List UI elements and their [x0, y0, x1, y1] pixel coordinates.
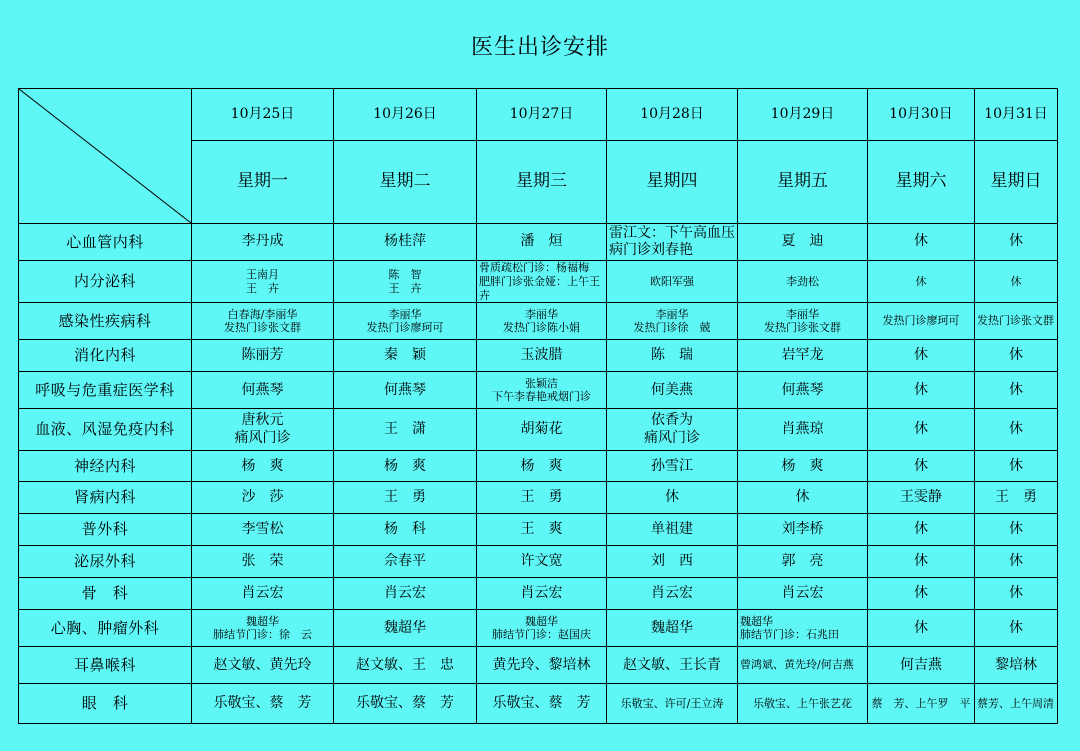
schedule-row — [19, 451, 1058, 482]
doctor-line: 肺结节门诊：赵国庆 — [492, 628, 591, 642]
doctor-line: 发热门诊张文群 — [764, 321, 841, 335]
doctor-line: 魏超华 — [246, 614, 279, 628]
date-header-row — [19, 89, 1058, 141]
doctor-cell: 肖云宏 — [477, 578, 607, 610]
doctor-line: 张颖洁 — [525, 376, 558, 390]
doctor-cell: 蔡 芳、上午罗 平 — [868, 684, 975, 724]
diagonal-line — [19, 89, 191, 223]
doctor-cell: 休 — [868, 451, 975, 482]
doctor-cell: 杨 爽 — [477, 451, 607, 482]
department-cell: 骨 科 — [19, 578, 192, 610]
doctor-cell: 佘春平 — [334, 546, 477, 578]
doctor-cell — [738, 610, 868, 647]
weekday-header-cell: 星期六 — [868, 141, 975, 224]
doctor-cell: 休 — [975, 578, 1058, 610]
doctor-line: 李丽华 — [525, 307, 558, 321]
doctor-cell — [477, 610, 607, 647]
doctor-cell — [192, 303, 334, 340]
doctor-cell: 李雪松 — [192, 514, 334, 546]
doctor-cell: 孙雪江 — [607, 451, 738, 482]
doctor-cell: 休 — [975, 451, 1058, 482]
doctor-cell: 休 — [607, 482, 738, 514]
doctor-cell: 骨质疏松门诊：杨福梅 肥胖门诊张金娅：上午王卉 — [477, 261, 607, 303]
doctor-line: 依香为 — [651, 412, 693, 429]
doctor-cell: 陈丽芳 — [192, 340, 334, 372]
doctor-cell: 休 — [868, 514, 975, 546]
doctor-cell: 单祖建 — [607, 514, 738, 546]
doctor-cell — [192, 261, 334, 303]
page-title: 医生出诊安排 — [470, 35, 609, 60]
doctor-cell: 雷江文：下午高血压病门诊刘春艳 — [607, 224, 738, 261]
weekday-header-cell: 星期二 — [334, 141, 477, 224]
doctor-cell: 欧阳军强 — [607, 261, 738, 303]
doctor-cell: 岩罕龙 — [738, 340, 868, 372]
doctor-cell: 何燕琴 — [334, 372, 477, 409]
doctor-cell: 王 潇 — [334, 409, 477, 451]
department-cell: 神经内科 — [19, 451, 192, 482]
schedule-row — [19, 514, 1058, 546]
doctor-line: 发热门诊廖珂可 — [366, 321, 444, 335]
department-cell: 普外科 — [19, 514, 192, 546]
doctor-line: 魏超华 — [740, 614, 773, 628]
doctor-cell: 肖云宏 — [738, 578, 868, 610]
doctor-line: 发热门诊张文群 — [224, 321, 301, 335]
doctor-cell: 魏超华 — [607, 610, 738, 647]
doctor-cell: 刘李桥 — [738, 514, 868, 546]
doctor-cell: 曾鸿斌、黄先玲/何吉燕 — [738, 647, 868, 684]
doctor-cell: 休 — [868, 578, 975, 610]
schedule-row — [19, 261, 1058, 303]
doctor-cell: 杨 爽 — [738, 451, 868, 482]
doctor-cell: 何美燕 — [607, 372, 738, 409]
weekday-header-cell: 星期四 — [607, 141, 738, 224]
doctor-cell — [192, 610, 334, 647]
department-cell: 感染性疾病科 — [19, 303, 192, 340]
doctor-cell: 发热门诊廖珂可 — [868, 303, 975, 340]
schedule-table — [18, 88, 1058, 724]
doctor-cell: 夏 迪 — [738, 224, 868, 261]
schedule-row — [19, 610, 1058, 647]
doctor-cell: 秦 颖 — [334, 340, 477, 372]
schedule-row — [19, 546, 1058, 578]
doctor-cell: 赵文敏、王 忠 — [334, 647, 477, 684]
doctor-cell — [334, 303, 477, 340]
doctor-cell: 张 荣 — [192, 546, 334, 578]
schedule-row — [19, 340, 1058, 372]
doctor-cell: 发热门诊张文群 — [975, 303, 1058, 340]
weekday-header-cell: 星期日 — [975, 141, 1058, 224]
schedule-row — [19, 482, 1058, 514]
doctor-cell: 休 — [868, 224, 975, 261]
doctor-line: 王 卉 — [388, 281, 422, 295]
doctor-line: 王 卉 — [246, 281, 279, 295]
date-header-cell: 10月29日 — [738, 89, 868, 141]
doctor-line: 陈 智 — [388, 267, 422, 281]
doctor-cell: 乐敬宝、上午张艺花 — [738, 684, 868, 724]
doctor-cell: 赵文敏、王长青 — [607, 647, 738, 684]
doctor-cell — [607, 303, 738, 340]
doctor-cell: 黎培林 — [975, 647, 1058, 684]
schedule-row — [19, 647, 1058, 684]
doctor-cell: 休 — [868, 610, 975, 647]
department-cell: 消化内科 — [19, 340, 192, 372]
department-cell: 血液、风湿免疫内科 — [19, 409, 192, 451]
doctor-cell: 王雯静 — [868, 482, 975, 514]
doctor-cell: 休 — [868, 546, 975, 578]
doctor-line: 唐秋元 — [241, 412, 284, 429]
schedule-row — [19, 303, 1058, 340]
date-header-cell: 10月28日 — [607, 89, 738, 141]
doctor-line: 发热门诊徐 兢 — [633, 321, 711, 335]
doctor-cell: 休 — [975, 514, 1058, 546]
doctor-cell: 何燕琴 — [192, 372, 334, 409]
weekday-header-cell: 星期一 — [192, 141, 334, 224]
department-cell: 肾病内科 — [19, 482, 192, 514]
doctor-cell: 胡菊花 — [477, 409, 607, 451]
doctor-line: 痛风门诊 — [644, 429, 700, 446]
doctor-line: 魏超华 — [525, 614, 558, 628]
doctor-cell: 黄先玲、黎培林 — [477, 647, 607, 684]
doctor-cell: 肖云宏 — [192, 578, 334, 610]
doctor-cell: 休 — [868, 261, 975, 303]
department-cell: 泌尿外科 — [19, 546, 192, 578]
doctor-cell: 郭 亮 — [738, 546, 868, 578]
doctor-cell — [334, 261, 477, 303]
department-cell: 内分泌科 — [19, 261, 192, 303]
doctor-cell: 陈 瑞 — [607, 340, 738, 372]
doctor-cell: 休 — [868, 372, 975, 409]
doctor-cell: 许文宽 — [477, 546, 607, 578]
doctor-line: 肺结节门诊：石兆田 — [740, 628, 839, 642]
doctor-line: 下午李春艳戒烟门诊 — [492, 390, 591, 404]
doctor-line: 白春海/李丽华 — [227, 307, 298, 321]
weekday-header-cell: 星期三 — [477, 141, 607, 224]
doctor-cell: 乐敬宝、许可/王立涛 — [607, 684, 738, 724]
doctor-cell: 休 — [975, 340, 1058, 372]
doctor-cell: 赵文敏、黄先玲 — [192, 647, 334, 684]
doctor-cell: 杨桂萍 — [334, 224, 477, 261]
department-cell: 呼吸与危重症医学科 — [19, 372, 192, 409]
date-header-cell: 10月31日 — [975, 89, 1058, 141]
date-header-cell: 10月25日 — [192, 89, 334, 141]
schedule-row — [19, 409, 1058, 451]
doctor-cell — [192, 409, 334, 451]
doctor-cell: 何燕琴 — [738, 372, 868, 409]
doctor-cell — [738, 303, 868, 340]
date-header-cell: 10月30日 — [868, 89, 975, 141]
department-cell: 眼 科 — [19, 684, 192, 724]
doctor-cell: 肖云宏 — [334, 578, 477, 610]
schedule-row — [19, 224, 1058, 261]
doctor-line: 痛风门诊 — [234, 429, 291, 446]
doctor-cell: 刘 西 — [607, 546, 738, 578]
schedule-row — [19, 578, 1058, 610]
doctor-cell: 王 勇 — [334, 482, 477, 514]
doctor-line: 李丽华 — [655, 307, 689, 321]
weekday-header-cell: 星期五 — [738, 141, 868, 224]
doctor-cell: 杨 爽 — [334, 451, 477, 482]
doctor-cell — [477, 303, 607, 340]
doctor-cell: 休 — [975, 372, 1058, 409]
doctor-cell: 李劲松 — [738, 261, 868, 303]
doctor-cell: 休 — [868, 409, 975, 451]
doctor-cell: 休 — [975, 610, 1058, 647]
doctor-cell: 王 勇 — [975, 482, 1058, 514]
doctor-cell: 休 — [975, 546, 1058, 578]
doctor-cell: 乐敬宝、蔡 芳 — [334, 684, 477, 724]
department-cell: 耳鼻喉科 — [19, 647, 192, 684]
doctor-cell — [477, 372, 607, 409]
doctor-line: 李丽华 — [786, 307, 819, 321]
doctor-line: 肺结节门诊：徐 云 — [213, 628, 312, 642]
doctor-cell: 何吉燕 — [868, 647, 975, 684]
doctor-cell: 肖云宏 — [607, 578, 738, 610]
doctor-cell: 休 — [975, 409, 1058, 451]
doctor-cell: 休 — [868, 340, 975, 372]
doctor-cell: 玉波腊 — [477, 340, 607, 372]
doctor-cell: 休 — [975, 224, 1058, 261]
date-header-cell: 10月27日 — [477, 89, 607, 141]
doctor-cell: 魏超华 — [334, 610, 477, 647]
doctor-cell: 李丹成 — [192, 224, 334, 261]
doctor-cell: 乐敬宝、蔡 芳 — [477, 684, 607, 724]
header-corner-cell — [19, 89, 192, 224]
date-header-cell: 10月26日 — [334, 89, 477, 141]
doctor-cell: 休 — [975, 261, 1058, 303]
department-cell: 心胸、肿瘤外科 — [19, 610, 192, 647]
doctor-cell: 肖燕琼 — [738, 409, 868, 451]
doctor-cell: 王 勇 — [477, 482, 607, 514]
schedule-row — [19, 684, 1058, 724]
doctor-cell: 蔡芳、上午周清 — [975, 684, 1058, 724]
doctor-cell: 王 爽 — [477, 514, 607, 546]
doctor-cell: 杨 科 — [334, 514, 477, 546]
schedule-row — [19, 372, 1058, 409]
doctor-line: 李丽华 — [388, 307, 422, 321]
doctor-line: 发热门诊陈小娟 — [503, 321, 580, 335]
doctor-cell: 沙 莎 — [192, 482, 334, 514]
doctor-cell — [607, 409, 738, 451]
doctor-cell: 潘 烜 — [477, 224, 607, 261]
doctor-line: 王南月 — [246, 267, 279, 281]
department-cell: 心血管内科 — [19, 224, 192, 261]
doctor-cell: 休 — [738, 482, 868, 514]
doctor-cell: 乐敬宝、蔡 芳 — [192, 684, 334, 724]
doctor-cell: 杨 爽 — [192, 451, 334, 482]
